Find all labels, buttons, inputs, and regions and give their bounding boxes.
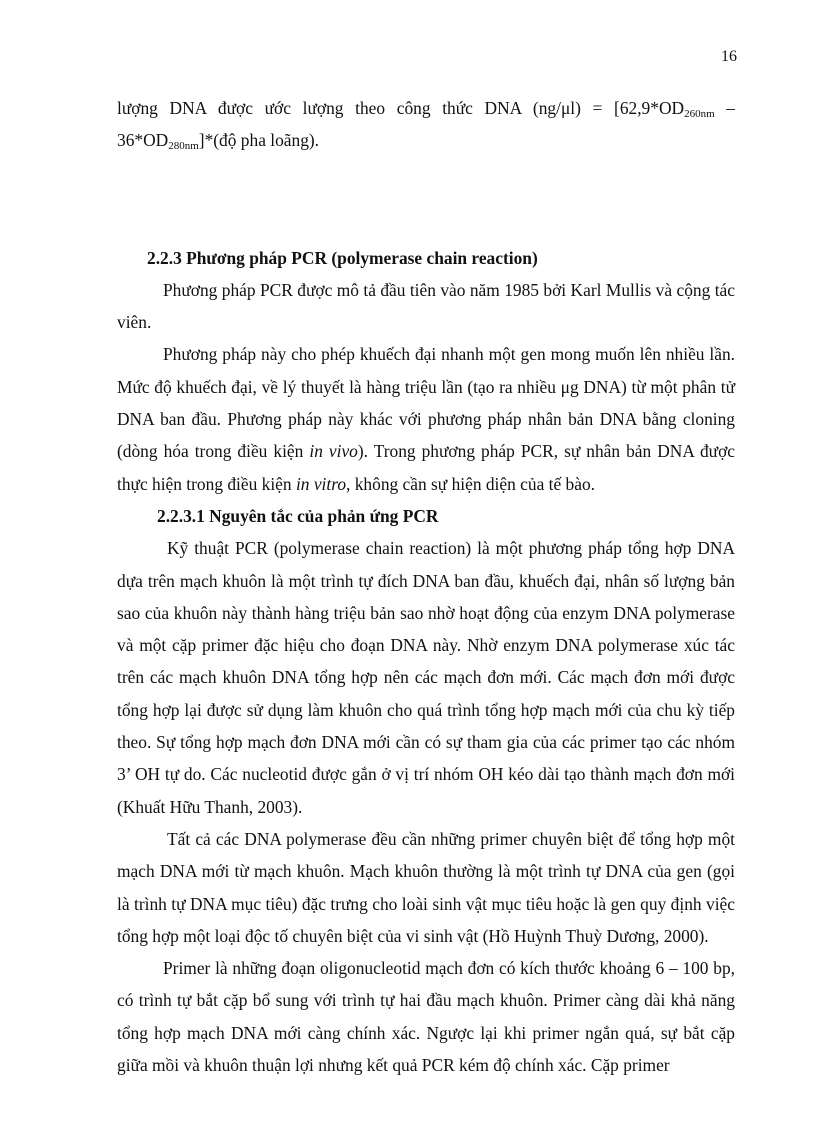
intro-subscript-1: 260nm [684,108,715,120]
page-number: 16 [721,48,737,65]
pcr-amp-text-1: Phương pháp này cho phép khuếch đại nhanh một gen mong muốn lên nhiều lần. Mức độ khuếch đại, về lý thuyết là hàng triệu lần (tạo ra nhiều μg DNA) từ một phân tử DNA ban đầu. Phương pháp này khác với phương pháp nhân bản DNA bằng cloning (dòng hóa trong điều kiện [117,344,735,462]
section-heading-2-2-3-1: 2.2.3.1 Nguyên tắc của phản ứng PCR [157,505,439,526]
intro-paragraph [117,92,735,157]
document-body [117,92,735,1081]
intro-text-1: lượng DNA được ước lượng theo công thức DNA (ng/μl) = [62,9*OD [117,98,685,118]
paragraph-pcr-history: Phương pháp PCR được mô tả đầu tiên vào năm 1985 bởi Karl Mullis và cộng tác viên. [117,279,735,333]
pcr-amp-italic-in-vitro: in vitro [295,473,347,494]
intro-subscript-2: 280nm [168,140,199,153]
pcr-amp-text-3: , không cần sự hiện diện của tế bào. [346,473,595,494]
section-heading-2-2-3: 2.2.3 Phương pháp PCR (polymerase chain reaction) [147,247,538,268]
pcr-amp-text-2: ). Trong phương pháp PCR, sự nhân bản DNA được thực hiện trong điều kiện [117,441,736,494]
paragraph-primer: Primer là những đoạn oligonucleotid mạch đơn có kích thước khoảng 6 – 100 bp, có trình tự bắt cặp bổ sung với trình tự hai đầu mạch khuôn. Primer càng dài khả năng tổng hợp mạch DNA mới càng chính xác. Ngược lại khi primer ngắn quá, sự bắt cặp giữa mồi và khuôn thuận lợi nhưng kết quả PCR kém độ chính xác. Cặp primer [117,958,735,1076]
section-gap [117,157,735,242]
paragraph-dna-polymerase: Tất cả các DNA polymerase đều cần những primer chuyên biệt để tổng hợp một mạch DNA mới từ mạch khuôn. Mạch khuôn thường là một trình tự DNA của gen (gọi là trình tự DNA mục tiêu) đặc trưng cho loài sinh vật mục tiêu hoặc là gen quy định việc tổng hợp một loại độc tố chuyên biệt của vi sinh vật (Hồ Huỳnh Thuỳ Dương, 2000). [117,828,735,946]
pcr-amp-italic-in-vivo: in vivo [309,441,358,462]
paragraph-pcr-amplification [117,338,735,499]
intro-text-2: – 36*OD [117,98,736,151]
intro-text-3: ]*(độ pha loãng). [198,130,320,151]
paragraph-pcr-technique: Kỹ thuật PCR (polymerase chain reaction) là một phương pháp tổng hợp DNA dựa trên mạch khuôn là một trình tự đích DNA ban đầu, khuếch đại, nhân số lượng bản sao của khuôn này thành hàng triệu bản sao nhờ hoạt động của enzym DNA polymerase và một cặp primer đặc hiệu cho đoạn DNA này. Nhờ enzym DNA polymerase xúc tác trên các mạch khuôn DNA tổng hợp nên các mạch đơn mới. Các mạch đơn mới được tổng hợp lại được sử dụng làm khuôn cho quá trình tổng hợp mạch mới của chu kỳ tiếp theo. Sự tổng hợp mạch đơn DNA mới cần có sự tham gia của các primer tạo các nhóm 3’ OH tự do. Các nucleotid được gắn ở vị trí nhóm OH kéo dài tạo thành mạch đơn mới (Khuất Hữu Thanh, 2003). [117,538,735,817]
